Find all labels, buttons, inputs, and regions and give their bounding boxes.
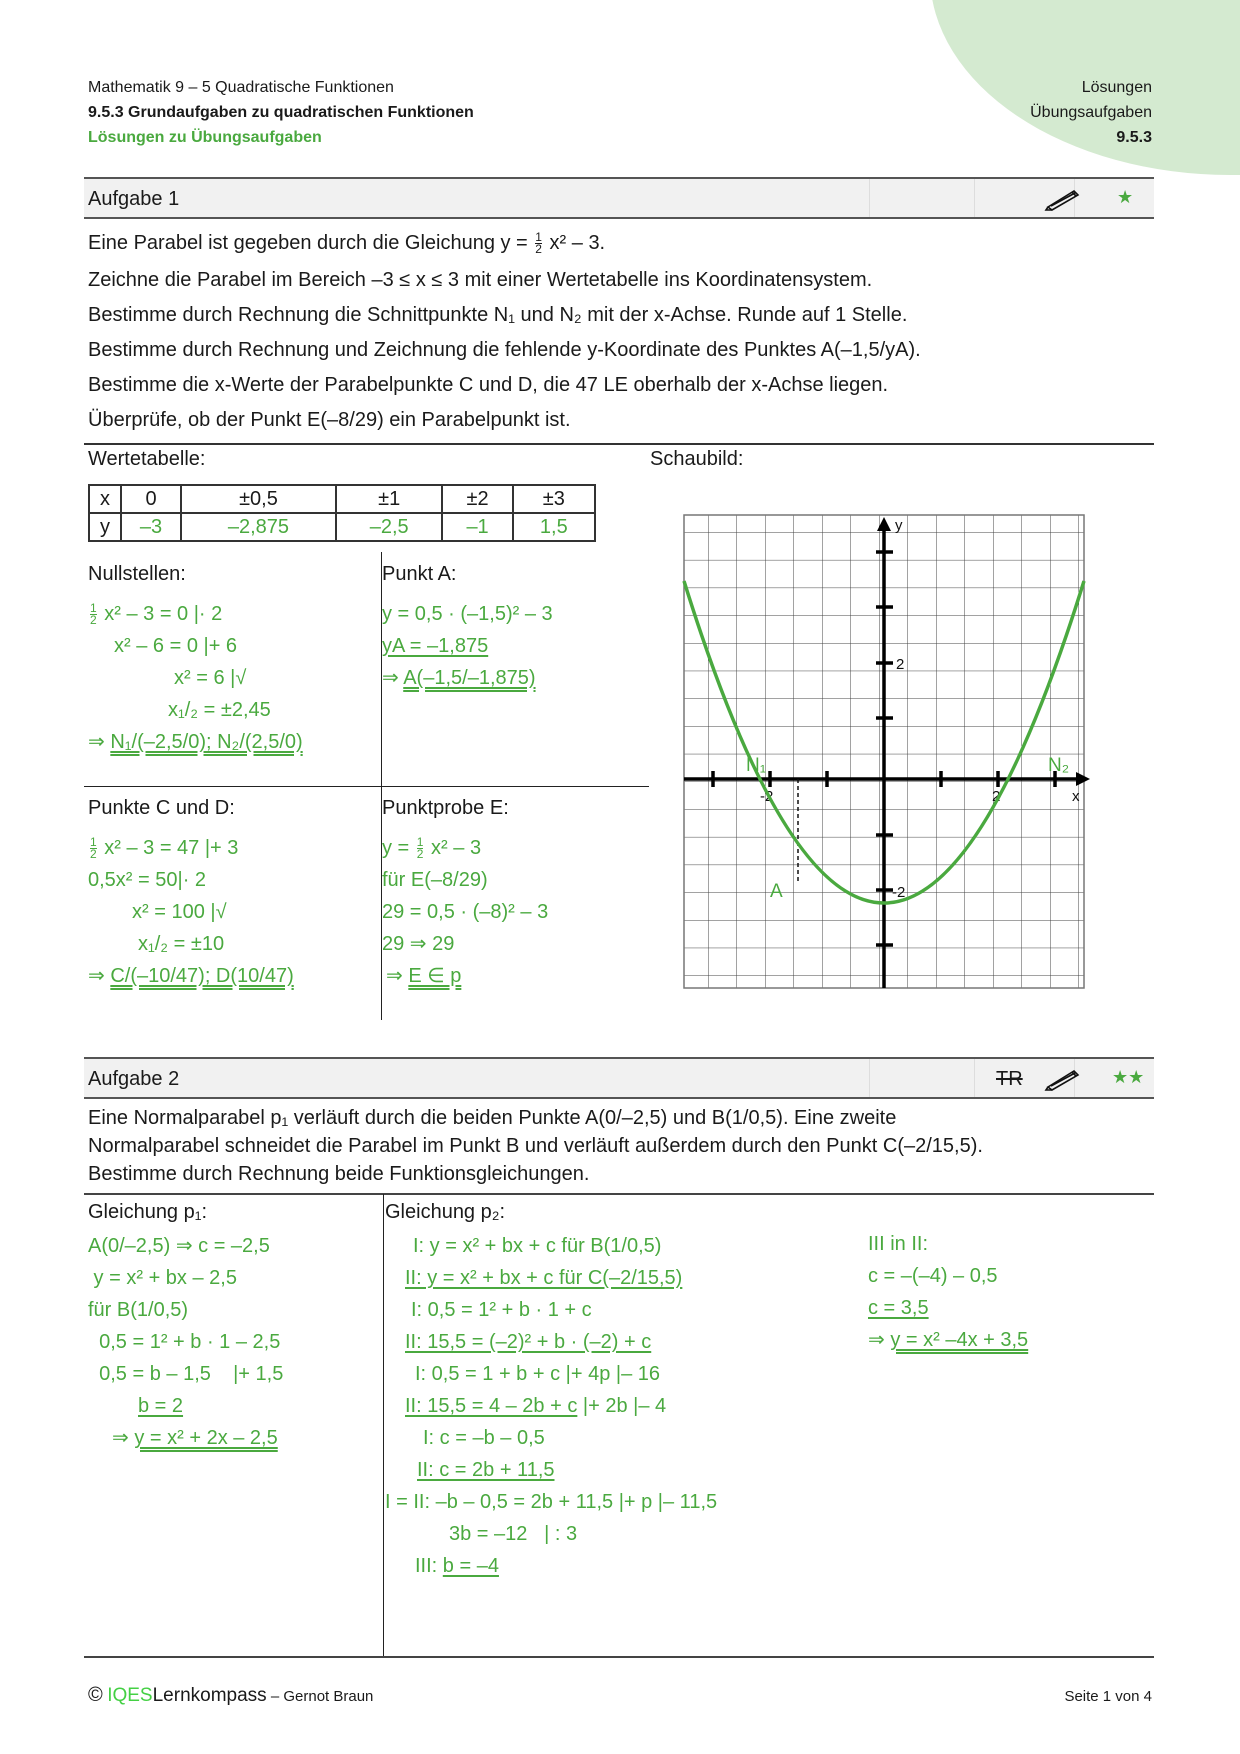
equation-line: II: 15,5 = 4 – 2b + c |+ 2b |– 4 [405,1395,667,1417]
statement-text: Eine Parabel ist gegeben durch die Gleichung y = [88,232,534,254]
equation-line: y = x² + bx – 2,5 [88,1267,237,1289]
box-title: Gleichung p₁: [88,1201,208,1223]
punktprobe-box [382,792,548,992]
course-title: Mathematik 9 – 5 Quadratische Funktionen [88,79,394,96]
instruction-line: Zeichne die Parabel im Bereich –3 ≤ x ≤ 3 mit einer Wertetabelle ins Koordinatensystem. [88,269,873,291]
section-subtitle: Lösungen zu Übungsaufgaben [88,129,322,146]
equation-line: b = 2 [138,1395,184,1417]
n1-label: N₁ [746,755,767,776]
y-tick-label: 2 [896,656,905,673]
equation-line: I = II: –b – 0,5 = 2b + 11,5 |+ p |– 11,5 [385,1491,718,1513]
result-line: ⇒ y = x² + 2x – 2,5 [112,1427,278,1449]
statement-line: Bestimme durch Rechnung beide Funktionsgleichungen. [88,1163,590,1185]
table-cell: 0 [121,485,181,513]
copyright-icon: © [88,1684,103,1706]
pencil-icon [1044,1065,1082,1091]
p2-result-box [868,1228,1028,1356]
equation-line: A(0/–2,5) ⇒ c = –2,5 [88,1235,270,1257]
divider [84,443,1154,445]
table-cell: 1,5 [513,513,595,541]
header-right-code: 9.5.3 [1116,129,1152,146]
fraction-half: $\frac{1}{2}$ [535,230,542,257]
table-cell: –3 [121,513,181,541]
brand-lernkompass: Lernkompass [152,1685,267,1706]
result-line: ⇒ C/(–10/47); D(10/47) [88,965,294,987]
result-line: ⇒ A(–1,5/–1,875) [382,667,536,689]
divider [84,1193,1154,1195]
row-header: y [89,513,121,541]
task2-header [84,1057,1154,1099]
equation-line: I: c = –b – 0,5 [423,1427,545,1449]
equation-line: yA = –1,875 [382,635,489,657]
task1-title: Aufgabe 1 [88,188,180,210]
n2-label: N₂ [1048,755,1070,776]
nullstellen-box [88,558,303,758]
equation-line: III: b = –4 [415,1555,499,1577]
task2-title: Aufgabe 2 [88,1068,180,1090]
row-header: x [89,485,121,513]
equation-line: 0,5 = 1² + b · 1 – 2,5 [88,1331,281,1353]
author: – Gernot Braun [266,1688,374,1705]
equation-line: 0,5 = b – 1,5 |+ 1,5 [88,1363,284,1385]
x-tick-label: 2 [992,788,1001,805]
instruction-line: Überprüfe, ob der Punkt E(–8/29) ein Parabelpunkt ist. [88,409,571,431]
equation-line: 29 ⇒ 29 [382,933,455,955]
equation-line: $\frac{1}{2}$ x² – 3 = 0 |· 2 [90,601,223,628]
table-row-x [89,485,595,513]
table-cell: –1 [442,513,512,541]
equation-line: II: c = 2b + 11,5 [417,1459,555,1481]
punkte-cd-box [88,792,294,992]
table-cell: ±0,5 [181,485,336,513]
no-calculator-icon: TR [996,1068,1023,1090]
page-number: Seite 1 von 4 [1064,1688,1152,1705]
table-cell: –2,875 [181,513,336,541]
value-table [88,484,596,542]
instruction-line: Bestimme durch Rechnung und Zeichnung die fehlende y-Koordinate des Punktes A(–1,5/yA). [88,339,921,361]
point-a-label: A [770,881,783,902]
statement-text-end: x² – 3. [543,232,606,254]
box-title: Punktprobe E: [382,797,509,819]
equation-line: I: 0,5 = 1² + b · 1 + c [411,1299,592,1321]
task1-header [84,177,1154,219]
result-line: ⇒ N₁/(–2,5/0); N₂/(2,5/0) [88,731,303,753]
box-title: Punkt A: [382,563,457,585]
box-title: Gleichung p₂: [385,1201,506,1223]
difficulty-stars-icon: ★★ [1112,1067,1145,1087]
equation-line: x₁/₂ = ±2,45 [168,699,271,721]
equation-line: y = 0,5 · (–1,5)² – 3 [382,603,553,625]
chapter-title: 9.5.3 Grundaufgaben zu quadratischen Funktionen [88,104,474,121]
p1-box [88,1196,283,1454]
row-divider [84,786,649,787]
equation-line: x² – 6 = 0 |+ 6 [114,635,238,657]
equation-line: I: y = x² + bx + c für B(1/0,5) [413,1235,662,1257]
equation-line: 0,5x² = 50|· 2 [88,869,207,891]
equation-line: II: y = x² + bx + c für C(–2/15,5) [405,1267,683,1289]
result-line: ⇒ y = x² –4x + 3,5 [868,1329,1029,1351]
equation-line: für B(1/0,5) [88,1299,189,1321]
table-label: Wertetabelle: [88,448,206,470]
pencil-icon [1044,185,1082,211]
divider [84,1656,1154,1658]
document-header [88,75,474,150]
box-title: Punkte C und D: [88,797,235,819]
task1-statement [88,228,605,258]
parabola-chart [680,505,1110,995]
column-divider [383,1194,384,1656]
statement-line: Eine Normalparabel p₁ verläuft durch die beiden Punkte A(0/–2,5) und B(1/0,5). Eine zweite [88,1107,897,1129]
equation-line: y = $\frac{1}{2}$ x² – 3 [382,835,482,862]
header-right [1030,75,1152,150]
x-axis-label: x [1072,788,1080,805]
instruction-line: Bestimme durch Rechnung die Schnittpunkte N₁ und N₂ mit der x-Achse. Runde auf 1 Stelle. [88,304,908,326]
equation-line: I: 0,5 = 1 + b + c |+ 4p |– 16 [415,1363,661,1385]
box-title: Nullstellen: [88,563,186,585]
punkt-a-box [382,558,553,694]
table-cell: ±2 [442,485,512,513]
equation-line: c = 3,5 [868,1297,929,1319]
table-row-y [89,513,595,541]
equation-line: II: 15,5 = (–2)² + b · (–2) + c [405,1331,652,1353]
instruction-line: Bestimme die x-Werte der Parabelpunkte C und D, die 47 LE oberhalb der x-Achse liegen. [88,374,889,396]
equation-line: 29 = 0,5 · (–8)² – 3 [382,901,549,923]
x-tick-label: -2 [760,788,774,805]
header-right-label-1: Lösungen [1081,79,1152,96]
graph-label: Schaubild: [650,448,744,470]
task2-statement [88,1104,983,1188]
header-right-label-2: Übungsaufgaben [1030,104,1152,121]
p2-box [385,1196,717,1582]
equation-line: x² = 100 |√ [132,901,227,923]
result-line: ⇒ E ∈ p [386,965,462,987]
table-cell: –2,5 [336,513,443,541]
task1-instructions [88,265,921,440]
equation-line: x₁/₂ = ±10 [138,933,225,955]
difficulty-star-icon: ★ [1117,187,1134,207]
brand-iqes: IQES [107,1685,153,1706]
equation-line: III in II: [868,1233,929,1255]
y-axis-label: y [895,517,903,534]
y-tick-label: -2 [892,884,906,901]
equation-line: c = –(–4) – 0,5 [868,1265,998,1287]
equation-line: 3b = –12 | : 3 [449,1523,578,1545]
statement-line: Normalparabel schneidet die Parabel im Punkt B und verläuft außerdem durch den Punkt C(–2/15,5). [88,1135,983,1157]
table-cell: ±1 [336,485,443,513]
table-cell: ±3 [513,485,595,513]
equation-line: $\frac{1}{2}$ x² – 3 = 47 |+ 3 [90,835,239,862]
equation-line: x² = 6 |√ [174,667,247,689]
footer-brand [88,1684,373,1707]
equation-line: für E(–8/29) [382,869,488,891]
